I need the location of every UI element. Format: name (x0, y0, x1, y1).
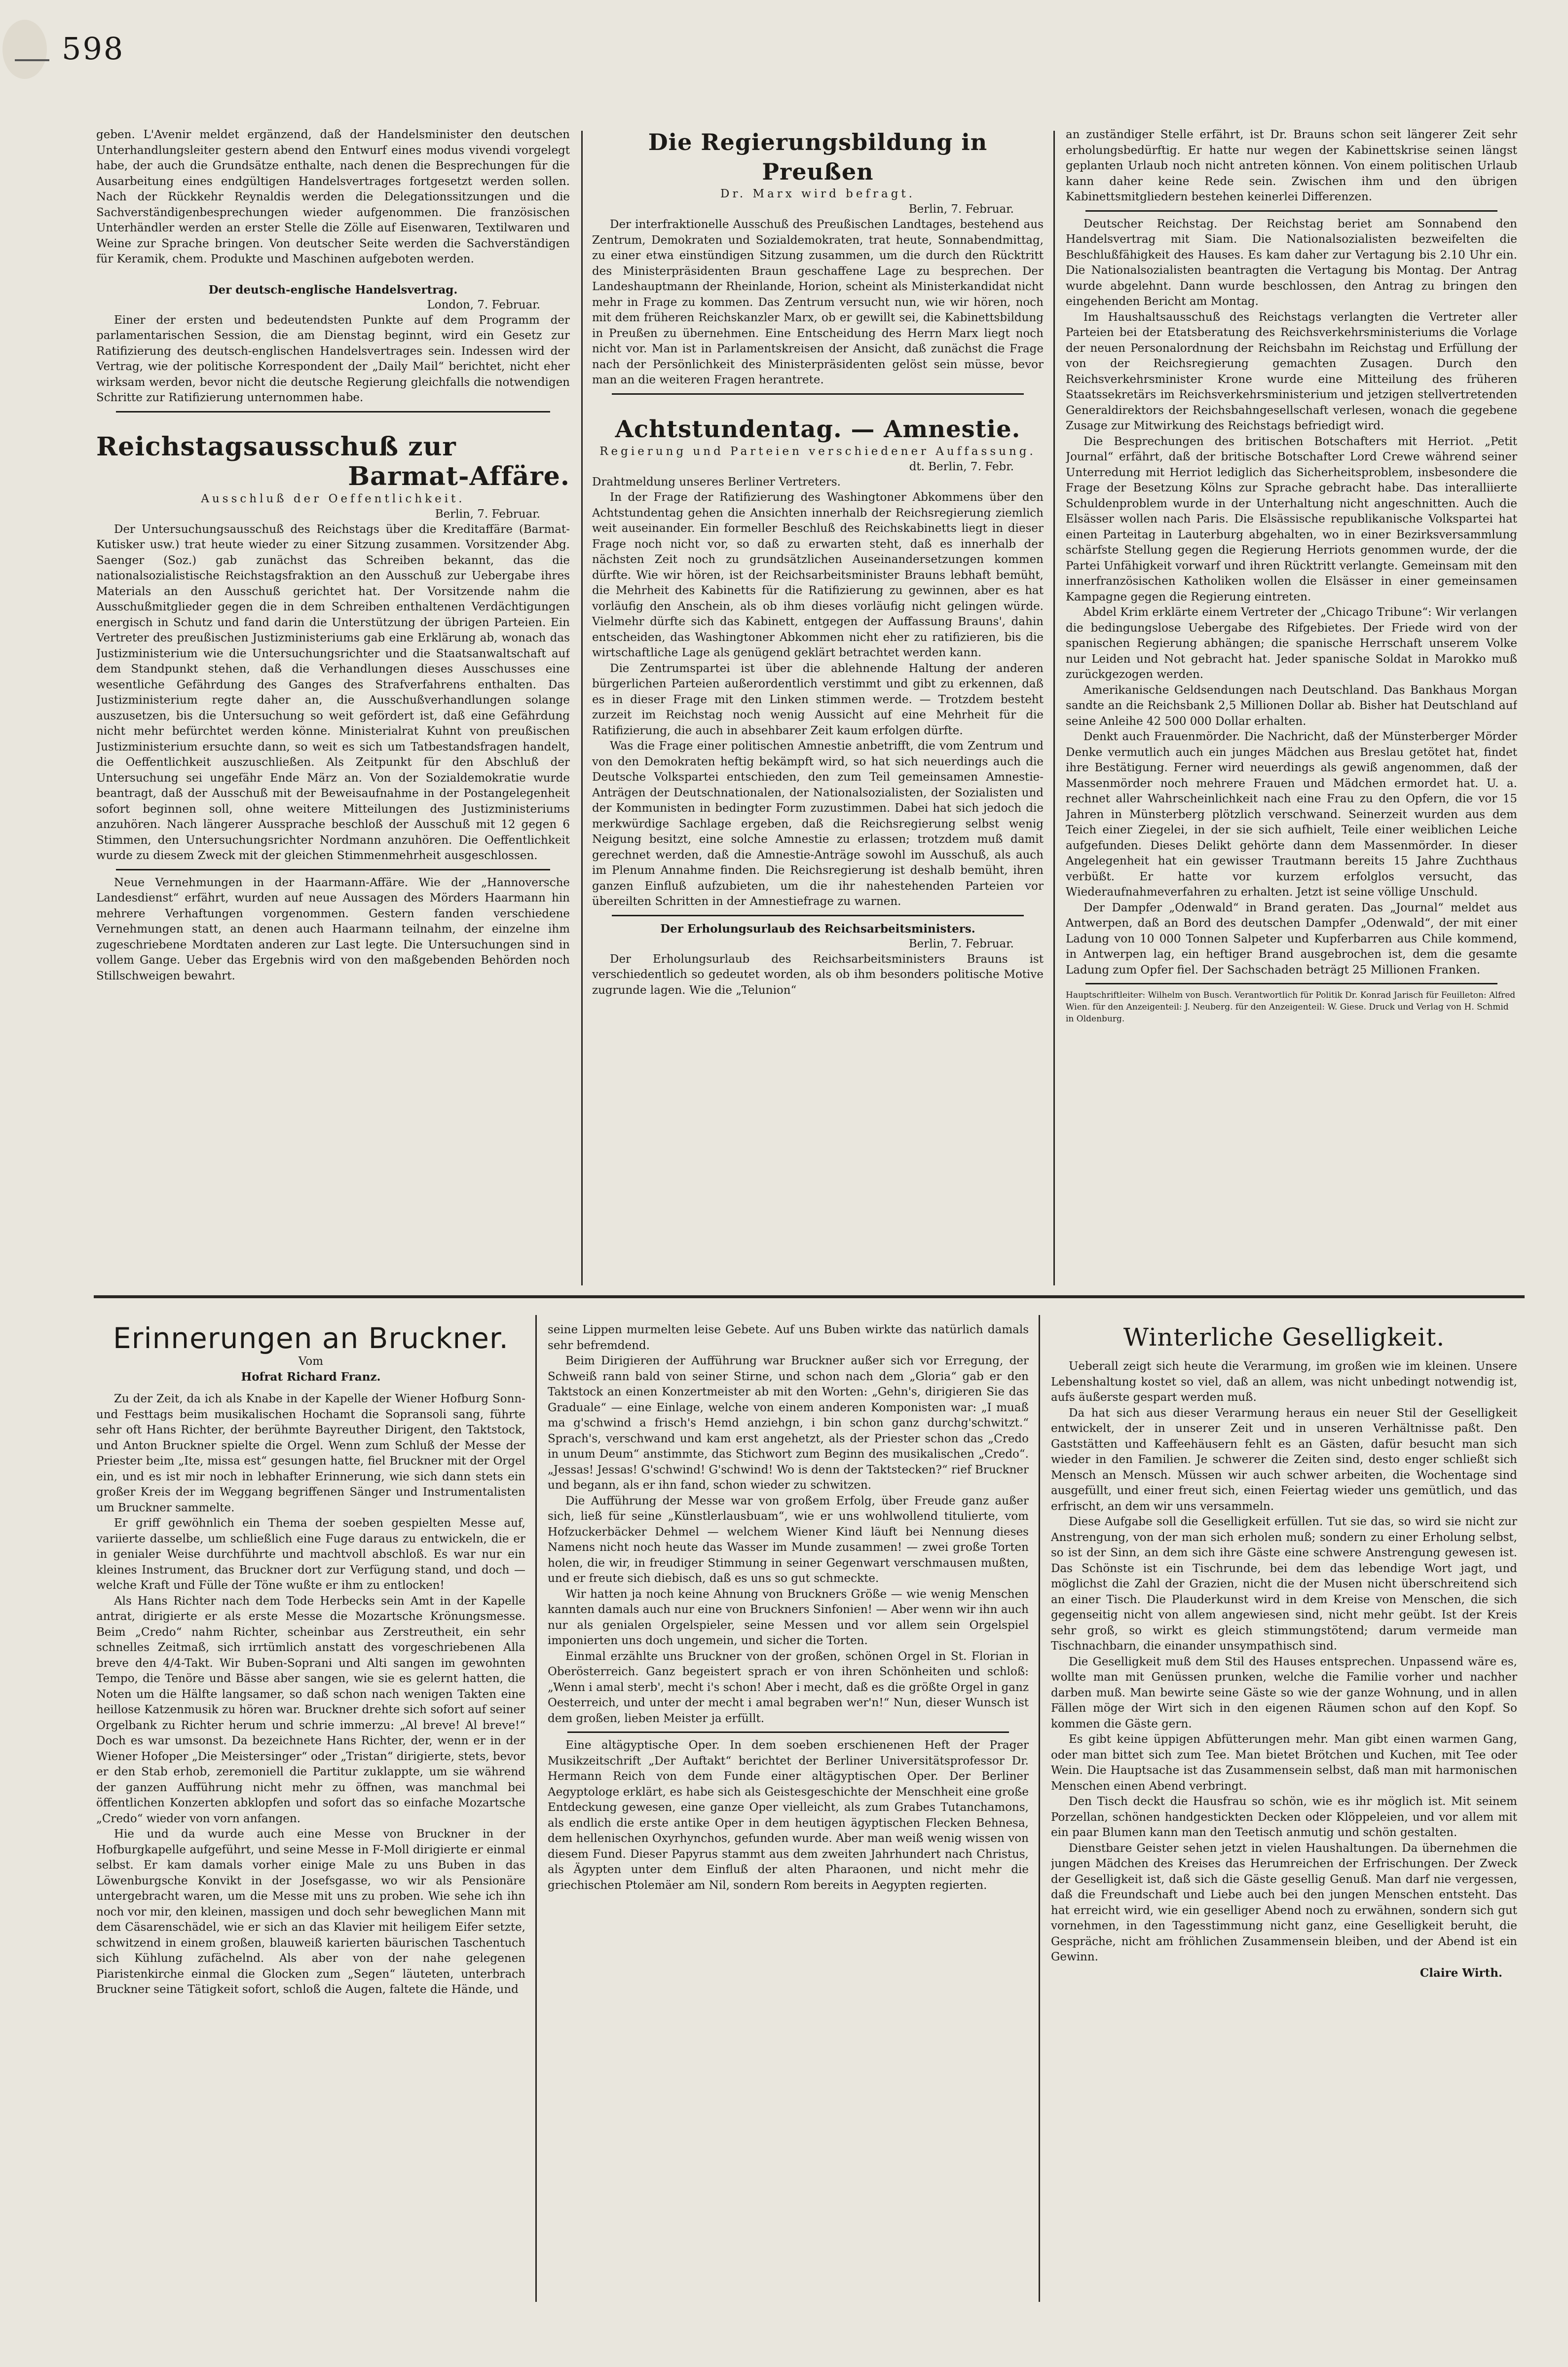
column-2 (592, 127, 1044, 1292)
column-1 (96, 127, 570, 1292)
dateline: Berlin, 7. Februar. (435, 507, 540, 521)
news-item: Amerikanische Geldsendungen nach Deutschland. Das Bankhaus Morgan sandte an die Reichsbank 2,5 Millionen Dollar ab. Bisher hat Deutschland auf seine Anleihe 42 500 000 Dollar erhalten. (1066, 683, 1517, 728)
imprint: Hauptschriftleiter: Wilhelm von Busch. Verantwortlich für Politik Dr. Konrad Jarisch für Feuilleton: Alfred Wien. für den Anzeigenteil: J. Neuberg. für den Anzeigenteil: W. Giese. Druck und Verlag von H. Schmid in Oldenburg. (1066, 990, 1516, 1024)
article-text: Zu der Zeit, da ich als Knabe in der Kapelle der Wiener Hofburg Sonn- und Festtags beim musikalischen Hochamt die Sopransoli sang, führte sehr oft Hans Richter, der berühmte Bayreuther Dirigent, den Taktstock, und Anton Bruckner spielte die Orgel. Wenn zum Schluß der Messe der Priester beim „Ite, missa est“ gesungen hatte, fiel Bruckner mit der Orgel ein, und es ist mir noch in lebhafter Erinnerung, wie sich dann stets ein großer Kreis der im Weggang begriffenen Sänger und Instrumentalisten um Bruckner sammelte. (96, 1392, 525, 1514)
article-text: Beim Dirigieren der Aufführung war Bruckner außer sich vor Erregung, der Schweiß rann bald von seiner Stirne, und schon nach dem „Gloria“ gab er den Taktstock an einen Konzertmeister ab mit den Worten: „Gehn's, dirigieren Sie das Graduale“ — eine Einlage, welche von einem anderen Komponisten war: „I muaß ma g'schwind a frisch's Hemd anziehgn, i bin schon ganz durchg'schwitzt.“ Sprach's, verschwand und kam erst angehetzt, als der Priester schon das „Credo in unum Deum“ anstimmte, das Stichwort zum Beginn des musikalischen „Credo“. „Jessas! Jessas! G'schwind! G'schwind! Wo is denn der Taktstecken?“ rief Bruckner und begann, als er ihn fand, schon wieder zu schwitzen. (548, 1354, 1029, 1492)
subheadline: Dr. Marx wird befragt. (720, 188, 915, 200)
subheading: Der deutsch-englische Handelsvertrag. (208, 283, 458, 297)
article-text: Da hat sich aus dieser Verarmung heraus ein neuer Stil der Geselligkeit entwickelt, der in unserer Zeit und in unseren Verhältnisse paßt. Den Gaststätten und Kaffeehäusern fehlt es an Gästen, dafür besucht man sich wieder in den Familien. Je schwerer die Zeiten sind, desto enger schließt sich Mensch an Mensch. Müssen wir auch schwer arbeiten, die Wochentage sind ausgefüllt, und einer freut sich, einen Feiertag wieder uns gemütlich, und das erfrischt, an dem wir uns versammeln. (1051, 1406, 1517, 1513)
column-rule (535, 1315, 537, 2302)
article-text: Er griff gewöhnlich ein Thema der soeben gespielten Messe auf, variierte dasselbe, um schließlich eine Fuge daraus zu entwickeln, die er in genialer Weise durchführte und machtvoll abschloß. Es war nur ein kleines Instrument, das Bruckner dort zur Verfügung stand, und doch — welche Kraft und Fülle der Töne wußte er ihm zu entlocken! (96, 1517, 525, 1592)
subheading: Der Erholungsurlaub des Reichsarbeitsministers. (660, 922, 975, 936)
article-continuation: seine Lippen murmelten leise Gebete. Auf uns Buben wirkte das natürlich damals sehr befremdend. (548, 1323, 1029, 1352)
news-item: Eine altägyptische Oper. In dem soeben erschienenen Heft der Prager Musikzeitschrift „Der Auftakt“ berichtet der Berliner Universitätsprofessor Dr. Hermann Reich von dem Funde einer altägyptischen Oper. Der Berliner Aegyptologe erklärt, es habe sich als Geistesgeschichte der Menschheit eine große Entdeckung gewesen, eine ganze Oper vielleicht, als zum Grabes Tutanchamons, als endlich die erste antike Oper in dem heutigen ägyptischen Flecken Behnesa, dem hellenischen Oxyrhynchos, gefunden wurde. Aber man weiß wenig wissen von diesem Fund. Dieser Papyrus stammt aus dem zweiten Jahrhundert nach Christus, als Ägypten unter dem Einfluß der alten Pharaonen, und nicht mehr die griechischen Ptolemäer am Nil, sondern Rom bereits in Aegypten regierten. (548, 1739, 1029, 1892)
dateline: Berlin, 7. Februar. (908, 937, 1014, 950)
news-item: Neue Vernehmungen in der Haarmann-Affäre. Wie der „Hannoversche Landesdienst“ erfährt, wurden auf neue Aussagen des Mörders Haarmann hin mehrere Verhaftungen vorgenommen. Gestern fanden verschiedene Vernehmungen statt, an denen auch Haarmann teilnahm, der einzelne ihm zugeschriebene Mordtaten anderen zur Last legte. Die Untersuchungen sind in vollem Gange. Ueber das Ergebnis wird von den maßgebenden Behörden noch Stillschweigen bewahrt. (96, 876, 570, 982)
headline: Achtstundentag. — Amnestie. (615, 415, 1021, 443)
article-text: Ueberall zeigt sich heute die Verarmung, im großen wie im kleinen. Unsere Lebenshaltung kostet so viel, daß an allem, was nicht unbedingt notwendig ist, aufs äußerste gespart werden muß. (1051, 1360, 1517, 1404)
article-rule (612, 393, 1024, 395)
byline: Hofrat Richard Franz. (241, 1370, 381, 1384)
article-text: Als Hans Richter nach dem Tode Herbecks sein Amt in der Kapelle antrat, dirigierte er als erste Messe die Mozartsche Krönungsmesse. Beim „Credo“ nahm Richter, scheinbar aus Zerstreutheit, ein sehr schnelles Zeitmaß, sich irrtümlich anstatt des vorgeschriebenen Alla breve den 4/4-Takt. Wir Buben-Soprani und Alti sangen im gewohnten Tempo, die Tenöre und Bässe aber sangen, wie sie es gelernt hatten, die Noten um die Hälfte langsamer, so daß schon nach wenigen Takten eine heillose Katzenmusik zu hören war. Bruckner drehte sich sofort auf seiner Orgelbank zu Richter herum und schrie immerzu: „Al breve! Al breve!“ Doch es war umsonst. Da bezeichnete Hans Richter, der, wenn er in der Wiener Hofoper „Die Meistersinger“ oder „Tristan“ dirigierte, stets, bevor er den Stab erhob, zeremoniell die Partitur zuklappte, um sie während der ganzen Aufführung nicht mehr zu öffnen, was manchmal bei öffentlichen Konzerten abklopfen und sofort das so einfache Mozartsche „Credo“ wieder von vorn anfangen. (96, 1594, 525, 1825)
article-text: Hie und da wurde auch eine Messe von Bruckner in der Hofburgkapelle aufgeführt, und seine Messe in F-Moll dirigierte er einmal selbst. Er kam damals vorher einige Male zu uns Buben in das Löwenburgsche Konvikt in der Josefsgasse, wo wir als Pensionäre untergebracht waren, um die Messe mit uns zu proben. Wie sehe ich ihn noch vor mir, den kleinen, massigen und doch sehr beweglichen Mann mit dem Cäsarenschädel, wie er sich an das Klavier mit heiligem Eifer setzte, schwitzend in einem großen, blauweiß karierten bäurischen Taschentuch sich Kühlung zufächelnd. Als aber von der nahe gelegenen Piaristenkirche einmal die Glocken zum „Segen“ läuteten, unterbrach Bruckner seine Tätigkeit sofort, schloß die Augen, faltete die Hände, und (96, 1828, 525, 1996)
page-stain (2, 20, 47, 79)
article-text: Die Aufführung der Messe war von großem Erfolg, über Freude ganz außer sich, ließ für seine „Künstlerlausbuam“, wie er uns wohlwollend titulierte, vom Hofzuckerbäcker Dehmel — welchem Wiener Kind läuft bei Nennung dieses Namens nicht noch heute das Wasser im Munde zusammen! — zwei große Torten holen, die wir, in freudiger Stimmung in seiner Gegenwart verschmausen mußten, und er freute sich diebisch, daß es uns so gut schmeckte. (548, 1494, 1029, 1585)
news-item: Im Haushaltsausschuß des Reichstags verlangten die Vertreter aller Parteien bei der Etatsberatung des Reichsverkehrsministeriums die Vorlage der neuen Personalordnung der Reichsbahn im Reichstag und Erfüllung der von der Reichsregierung gemachten Zusagen. Durch den Reichsverkehrsminister Krone wurde eine Mitteilung des früheren Staatssekretärs im Reichsverkehrsministerium und jetzigen stellvertretenden Generaldirektors der Reichsbahngesellschaft verlesen, wonach die gegebene Zusage zur Mitwirkung des Reichstags befriedigt wird. (1066, 310, 1517, 432)
article-text: Einer der ersten und bedeutendsten Punkte auf dem Programm der parlamentarischen Session, die am Dienstag beginnt, wird ein Gesetz zur Ratifizierung des deutsch-englischen Handelsvertrages sein. Indessen wird der Vertrag, wie der politische Korrespondent der „Daily Mail“ berichtet, nicht eher wirksam werden, bevor nicht die deutsche Regierung gleichfalls die notwendigen Schritte zur Ratifizierung unternommen habe. (96, 313, 570, 404)
feuilleton-right (1051, 1322, 1517, 2334)
article-rule (116, 411, 550, 413)
column-3 (1066, 127, 1517, 1292)
article-rule (1085, 983, 1497, 984)
column-rule (581, 131, 583, 1285)
article-text: Diese Aufgabe soll die Geselligkeit erfüllen. Tut sie das, so wird sie nicht zur Anstrengung, von der man sich erholen muß; sondern zu einer Erholung selbst, so ist der Sinn, an dem sich ihre Gäste eine schwere Anstrengung gewesen ist. Das Schönste ist ein Tischrunde, bei dem das lebendige Wort jagt, und möglichst die Zahl der Grazien, nicht die der Musen nicht überschreitend sich an einer Tisch. Die Plauderkunst wird in dem Kreise von Menschen, die sich gegenseitig nicht von allem angewiesen sind, nicht mehr geübt. Ist der Kreis sehr groß, so wirkt es gleich stimmungstötend; darum vermeide man Tischnachbarn, die einander unsympathisch sind. (1051, 1515, 1517, 1653)
article-text: Die Geselligkeit muß dem Stil des Hauses entsprechen. Unpassend wäre es, wollte man mit Genüssen prunken, welche die Familie vorher und nachher darben muß. Man bewirte seine Gäste so wie der ganze Wohnung, und in allen Fällen möge der Wirt sich in den eigenen Räumen schon auf den Kopf. So kommen die Gäste gern. (1051, 1655, 1517, 1730)
article-rule (567, 1731, 1009, 1733)
dateline: dt. Berlin, 7. Febr. (909, 460, 1014, 473)
article-text: Einmal erzählte uns Bruckner von der großen, schönen Orgel in St. Florian in Oberösterreich. Ganz begeistert sprach er von ihren Schönheiten und schloß: „Wenn i amal sterb', mecht i's schon! Aber i mecht, daß es die größte Orgel in ganz Oesterreich, und unter der mecht i amal begraben wer'n!“ Nun, dieser Wunsch ist dem großen, lieben Meister ja erfüllt. (548, 1650, 1029, 1725)
headline: Barmat-Affäre. (348, 461, 570, 491)
article-text: Die Zentrumspartei ist über die ablehnende Haltung der anderen bürgerlichen Parteien außerordentlich verstimmt und gibt zu erkennen, daß es in dieser Frage mit den Linken stimmen werde. — Trotzdem besteht zurzeit im Reichstag noch wenig Aussicht auf eine Mehrheit für die Ratifizierung, die auch in absehbarer Zeit kaum erfolgen dürfte. (592, 662, 1044, 737)
article-text: Der Untersuchungsausschuß des Reichstags über die Kreditaffäre (Barmat-Kutisker usw.) trat heute wieder zu einer Sitzung zusammen. Vorsitzender Abg. Saenger (Soz.) gab zunächst das Schreiben bekannt, das die nationalsozialistische Reichstagsfraktion an den Ausschuß zur Uebergabe ihres Materials an den Ausschuß gerichtet hat. Der Vorsitzende nahm die Ausschußmitglieder gegen die in dem Schreiben enthaltenen Verdächtigungen energisch in Schutz und fand darin die Unterstützung der übrigen Parteien. Ein Vertreter des preußischen Justizministeriums gab eine Erklärung ab, wonach das Justizministerium wie die Untersuchungsrichter und die Staatsanwaltschaft auf dem Standpunkt stehen, daß die Verhandlungen dieses Ausschusses eine wesentliche Gefährdung des Ganges des Strafverfahrens enthalten. Das Justizministerium regte daher an, die Ausschußverhandlungen solange auszusetzen, bis die Untersuchung so weit gefördert ist, daß eine Gefährdung nicht mehr befürchtet werden könne. Ministerialrat Kuhnt von preußischen Justizministerium ersuchte dann, so weit es sich um Tatbestandsfragen handelt, die Oeffentlichkeit auszuschließen. Als Zeitpunkt für den Abschluß der Untersuchung sei ungefähr Ende März an. Von der Sozialdemokratie wurde beantragt, daß der Ausschuß mit der Beweisaufnahme in der Postangelegenheit sofort beginnen soll, ohne weitere Mitteilungen des Justizministeriums anzuhören. Nach längerer Aussprache beschloß der Ausschuß mit 12 gegen 6 Stimmen, den Untersuchungsrichter Nordmann anzuhören. Die Oeffentlichkeit wurde zu diesem Zweck mit der gleichen Stimmenmehrheit ausgeschlossen. (96, 523, 570, 862)
lead-text: Drahtmeldung unseres Berliner Vertreters. (592, 475, 841, 488)
article-rule (116, 869, 550, 870)
feuilleton-left (96, 1322, 525, 2334)
feuilleton-middle (548, 1322, 1029, 2334)
dateline: Berlin, 7. Februar. (908, 203, 1014, 216)
column-rule (1053, 131, 1055, 1285)
headline: Winterliche Geselligkeit. (1123, 1323, 1445, 1352)
column-rule (1039, 1315, 1040, 2302)
headline: Erinnerungen an Bruckner. (113, 1322, 509, 1355)
article-text: Dienstbare Geister sehen jetzt in vielen Haushaltungen. Da übernehmen die jungen Mädchen des Kreises das Herumreichen der Erfrischungen. Der Zweck der Geselligkeit ist, daß sich die Gäste gesellig Genuß. Man darf nie vergessen, daß die Freundschaft und Liebe auch bei den jungen Menschen entsteht. Das hat erreicht wird, wie ein geselliger Abend noch zu erwähnen, sondern sich gut vornehmen, in den Tagesstimmung nicht ganz, eine Geselligkeit beruht, die Gespräche, nicht am fröhlichen Zusammensein bleiben, und der Abend ist ein Gewinn. (1051, 1841, 1517, 1963)
headline: Die Regierungsbildung in Preußen (648, 129, 988, 185)
article-text: Was die Frage einer politischen Amnestie anbetrifft, die vom Zentrum und von den Demokraten heftig bekämpft wird, so hat sich neuerdings auch die Deutsche Volkspartei entschieden, den zum Teil gemeinsamen Amnestie-Anträgen der Deutschnationalen, der Nationalsozialisten, der Sozialisten und der Kommunisten in bedingter Form zuzustimmen. Dabei hat sich jedoch die merkwürdige Sachlage ergeben, daß die Reichsregierung selbst wenig Neigung besitzt, eine solche Amnestie zu erlassen; trotzdem muß damit gerechnet werden, daß die Amnestie-Anträge sowohl im Ausschuß, als auch im Plenum Annahme finden. Die Reichsregierung ist deshalb bemüht, ihren ganzen Einfluß aufzubieten, um die ihr nahestehenden Parteien vor übereilten Schritten in der Amnestiefrage zu warnen. (592, 740, 1044, 908)
dateline: London, 7. Februar. (427, 298, 540, 311)
byline-prefix: Vom (298, 1355, 324, 1368)
article-text: In der Frage der Ratifizierung des Washingtoner Abkommens über den Achtstundentag gehen die Ansichten innerhalb der Reichsregierung ziemlich weit auseinander. Ein formeller Beschluß des Reichskabinetts liegt in dieser Frage noch nicht vor, so daß zu erwarten steht, daß es innerhalb der nächsten Zeit noch zu grundsätzlichen Auseinandersetzungen kommen dürfte. Wie wir hören, ist der Reichsarbeitsminister Brauns lebhaft bemüht, die Mehrheit des Kabinetts für die Ratifizierung zu gewinnen, aber es hat vorläufig den Anschein, als ob ihm dieses vorläufig nicht gelingen würde. Vielmehr dürfte sich das Kabinett, entgegen der Auffassung Brauns', dahin entscheiden, das Washingtoner Abkommen nicht eher zu ratifizieren, bis die wirtschaftliche Lage als genügend geklärt betrachtet werden kann. (592, 491, 1044, 659)
article-text: Der interfraktionelle Ausschuß des Preußischen Landtages, bestehend aus Zentrum, Demokraten und Sozialdemokraten, trat heute, Sonnabendmittag, zu einer etwa einstündigen Sitzung zusammen, um die durch den Rücktritt des Ministerpräsidenten Braun geschaffene Lage zu besprechen. Der Landeshauptmann der Rheinlande, Horion, scheint als Ministerkandidat nicht mehr in Frage zu kommen. Das Zentrum versucht nun, wie wir hören, noch mit dem früheren Reichskanzler Marx, ob er gewillt sei, die Kabinettsbildung in Preußen zu übernehmen. Eine Entscheidung des Herrn Marx liegt noch nicht vor. Man ist in Parlamentskreisen der Ansicht, daß zunächst die Frage nach der Persönlichkeit des Ministerpräsidenten gelöst sein müsse, bevor man an die weiteren Fragen herantrete. (592, 218, 1044, 386)
article-rule (1085, 210, 1497, 212)
news-item: Abdel Krim erklärte einem Vertreter der „Chicago Tribune“: Wir verlangen die bedingungslose Uebergabe des Rifgebietes. Der Friede wird von der spanischen Regierung abhängen; die spanische Herrschaft unserem Volke nur Leiden und Not gebracht hat. Jeder spanische Soldat in Marokko muß zurückgezogen werden. (1066, 606, 1517, 681)
article-rule (612, 915, 1024, 916)
subheadline: Regierung und Parteien verschiedener Auffassung. (599, 445, 1036, 458)
news-item: Denkt auch Frauenmörder. Die Nachricht, daß der Münsterberger Mörder Denke vermutlich auch ein junges Mädchen aus Breslau getötet hat, findet ihre Bestätigung. Ferner wird neuerdings als gewiß angenommen, daß der Massenmörder noch mehrere Frauen und Mädchen ermordet hat. U. a. rechnet aller Wahrscheinlichkeit nach eine Frau zu den Opfern, die vor 15 Jahren in Münsterberg plötzlich verschwand. Seinerzeit wurden aus dem Teich einer Ziegelei, in der sie sich aufhielt, Teile einer weiblichen Leiche aufgefunden. Dieses Delikt gehörte dann dem Massenmörder. In dieser Angelegenheit hat ein gewisser Trautmann bereits 15 Jahre Zuchthaus verbüßt. Er hatte vor kurzem erfolglos versucht, das Wiederaufnahmeverfahren zu erhalten. Jetzt ist seine völlige Unschuld. (1066, 730, 1517, 899)
news-item: Der Dampfer „Odenwald“ in Brand geraten. Das „Journal“ meldet aus Antwerpen, daß an Bord des deutschen Dampfer „Odenwald“, der mit einer Ladung von 10 000 Tonnen Salpeter und Kupferbarren aus Chile kommend, in Antwerpen lag, ein heftiger Brand ausgebrochen ist, dem die gesamte Ladung zum Opfer fiel. Der Sachschaden beträgt 25 Millionen Franken. (1066, 901, 1517, 977)
article-text: Der Erholungsurlaub des Reichsarbeitsministers Brauns ist verschiedentlich so gedeutet worden, als ob ihm besonders politische Motive zugrunde lagen. Wie die „Telunion“ (592, 952, 1044, 997)
headline: Reichstagsausschuß zur (96, 431, 456, 462)
corner-mark (15, 59, 49, 61)
article-text: Es gibt keine üppigen Abfütterungen mehr. Man gibt einen warmen Gang, oder man bittet sich zum Tee. Man bietet Brötchen und Kuchen, mit Tee oder Wein. Die Hauptsache ist das Zusammensein selbst, daß man mit harmonischen Menschen einen Abend verbringt. (1051, 1733, 1517, 1793)
article-text: Wir hatten ja noch keine Ahnung von Bruckners Größe — wie wenig Menschen kannten damals auch nur eine von Bruckners Sinfonien! — Aber wenn wir ihn auch nur als genialen Orgelspieler, seine Messen und vor allem sein Orgelspiel imponierten uns doch ungemein, und sicher die Torten. (548, 1587, 1029, 1647)
section-divider (94, 1295, 1525, 1298)
author-signature: Claire Wirth. (1419, 1966, 1502, 1980)
page-number: 598 (62, 31, 125, 67)
news-item: Die Besprechungen des britischen Botschafters mit Herriot. „Petit Journal“ erfährt, daß der britische Botschafter Lord Crewe während seiner Unterredung mit Herriot lediglich das Sicherheitsproblem, insbesondere die Frage der Besetzung Kölns zur Sprache gebracht habe. Das interalliierte Schuldenproblem wurde in der Unterhaltung nicht angeschnitten. Auch die Elsässer wollen nach Paris. Die Elsässische republikanische Volkspartei hat einen Parteitag in Lauterburg abgehalten, wo in einer Bezirksversammlung schärfste Stellung gegen die Regierung Herriots genommen wurde, der die Partei Unfähigkeit vorwarf und ihren Rücktritt verlangte. Gemeinsam mit den innerfranzösischen Katholiken wollen die Elsässer in einer gemeinsamen Kampagne gegen die Regierung eintreten. (1066, 435, 1517, 603)
article-text: Den Tisch deckt die Hausfrau so schön, wie es ihr möglich ist. Mit seinem Porzellan, schönen handgestickten Decken oder Klöppeleien, und vor allem mit ein paar Blumen kann man den Teetisch anmutig und schön gestalten. (1051, 1795, 1517, 1839)
article-continuation: geben. L'Avenir meldet ergänzend, daß der Handelsminister den deutschen Unterhandlungsleiter gestern abend den Entwurf eines modus vivendi vorgelegt habe, der auch die Grundsätze enthalte, nach denen die Besprechungen für die Ausarbeitung eines endgültigen Handelsvertrages fortgesetzt werden sollen. Nach der Rückkehr Reynaldis werden die Delegationssitzungen und die Sachverständigenbesprechungen wieder aufgenommen. Die französischen Unterhändler werden an erster Stelle die Zölle auf Eisenwaren, Textilwaren und Weine zur Sprache bringen. Von deutscher Seite werden die Sachverständigen für Keramik, chem. Produkte und Maschinen aufgeboten werden. (96, 128, 570, 265)
article-continuation: an zuständiger Stelle erfährt, ist Dr. Brauns schon seit längerer Zeit sehr erholungsbedürftig. Er hatte nur wegen der Kabinettskrise seinen längst geplanten Urlaub noch nicht antreten können. Von einem politischen Urlaub kann daher keine Rede sein. Zwischen ihm und den übrigen Kabinettsmitgliedern bestehen keinerlei Differenzen. (1066, 128, 1517, 203)
news-item: Deutscher Reichstag. Der Reichstag beriet am Sonnabend den Handelsvertrag mit Siam. Die Nationalsozialisten bezweifelten die Beschlußfähigkeit des Hauses. Es kam daher zur Vertagung bis 2.10 Uhr ein. Die Nationalsozialisten beantragten die Vertagung bis Montag. Der Antrag wurde abgelehnt. Dann wurde beschlossen, den Antrag zu bringen den eingehenden Bericht am Montag. (1066, 217, 1517, 308)
subheadline: Ausschluß der Oeffentlichkeit. (201, 492, 465, 505)
